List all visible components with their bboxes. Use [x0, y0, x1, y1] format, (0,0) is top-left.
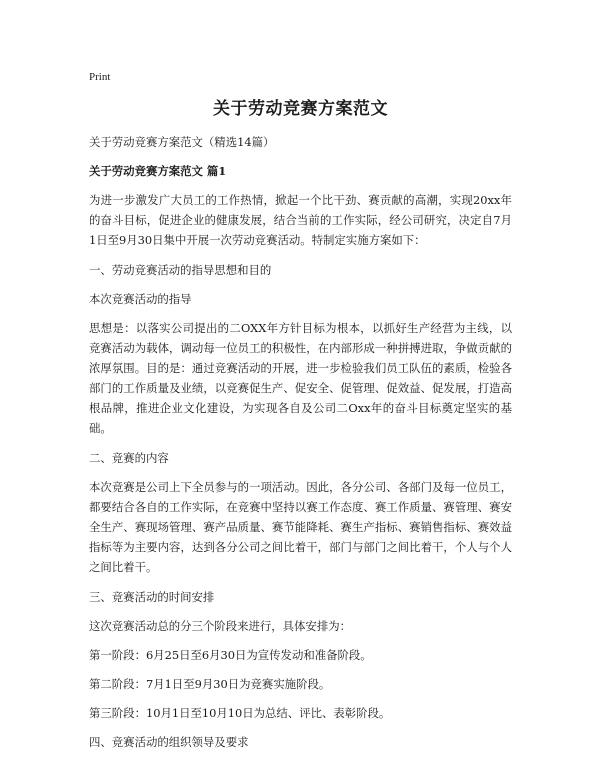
content-paragraph: 本次竞赛是公司上下全员参与的一项活动。因此，各分公司、各部门及每一位员工，都要结合各自的工作实际，在竞赛中坚持以赛工作态度、赛工作质量、赛管理、赛安全生产、赛现场管理、赛产品质量、赛节能降耗、赛生产指标、赛销售指标、赛效益指标等为主要内容，达到各分公司之间比着干，部门与部门之间比着干，个人与个人之间比着干。 [89, 480, 512, 574]
document-subtitle: 关于劳动竞赛方案范文（精选14篇） [89, 135, 275, 149]
heading-guiding-thought: 一、劳动竞赛活动的指导思想和目的 [89, 263, 272, 277]
guidance-paragraph: 思想是：以落实公司提出的二OXX年方针目标为根本，以抓好生产经营为主线，以竞赛活动为载体，调动每一位员工的积极性，在内部形成一种拼搏进取，争做贡献的浓厚氛围。目的是：通过竞赛活动的开展，进一步检验我们员工队伍的素质，检验各部门的工作质量及业绩，以竞赛促生产、促安全、促管理、促效益、促发展，打造高根品牌，推进企业文化建设，为实现各自及公司二Oxx年的奋斗目标奠定坚实的基础。 [89, 321, 512, 435]
phase-one: 第一阶段：6月25日至6月30日为宣传发动和准备阶段。 [89, 648, 372, 662]
heading-schedule: 三、竞赛活动的时间安排 [89, 590, 215, 604]
phase-two: 第二阶段：7月1日至9月30日为竞赛实施阶段。 [89, 677, 331, 691]
section-title: 关于劳动竞赛方案范文 篇1 [89, 164, 227, 178]
intro-paragraph: 为进一步激发广大员工的工作热情，掀起一个比干劲、赛贡献的高潮，实现20xx年的奋斗目标，促进企业的健康发展，结合当前的工作实际，经公司研究，决定自7月1日至9月30日集中开展一次劳动竞赛活动。特制定实施方案如下： [89, 193, 512, 247]
print-label[interactable]: Print [89, 71, 111, 83]
phase-three: 第三阶段：10月1日至10月10日为总结、评比、表彰阶段。 [89, 706, 391, 720]
subheading-guidance: 本次竞赛活动的指导 [89, 292, 192, 306]
document-title: 关于劳动竞赛方案范文 [213, 99, 388, 119]
heading-content: 二、竞赛的内容 [89, 451, 169, 465]
schedule-intro: 这次竞赛活动总的分三个阶段来进行，具体安排为： [89, 619, 351, 633]
heading-organization: 四、竞赛活动的组织领导及要求 [89, 735, 249, 749]
